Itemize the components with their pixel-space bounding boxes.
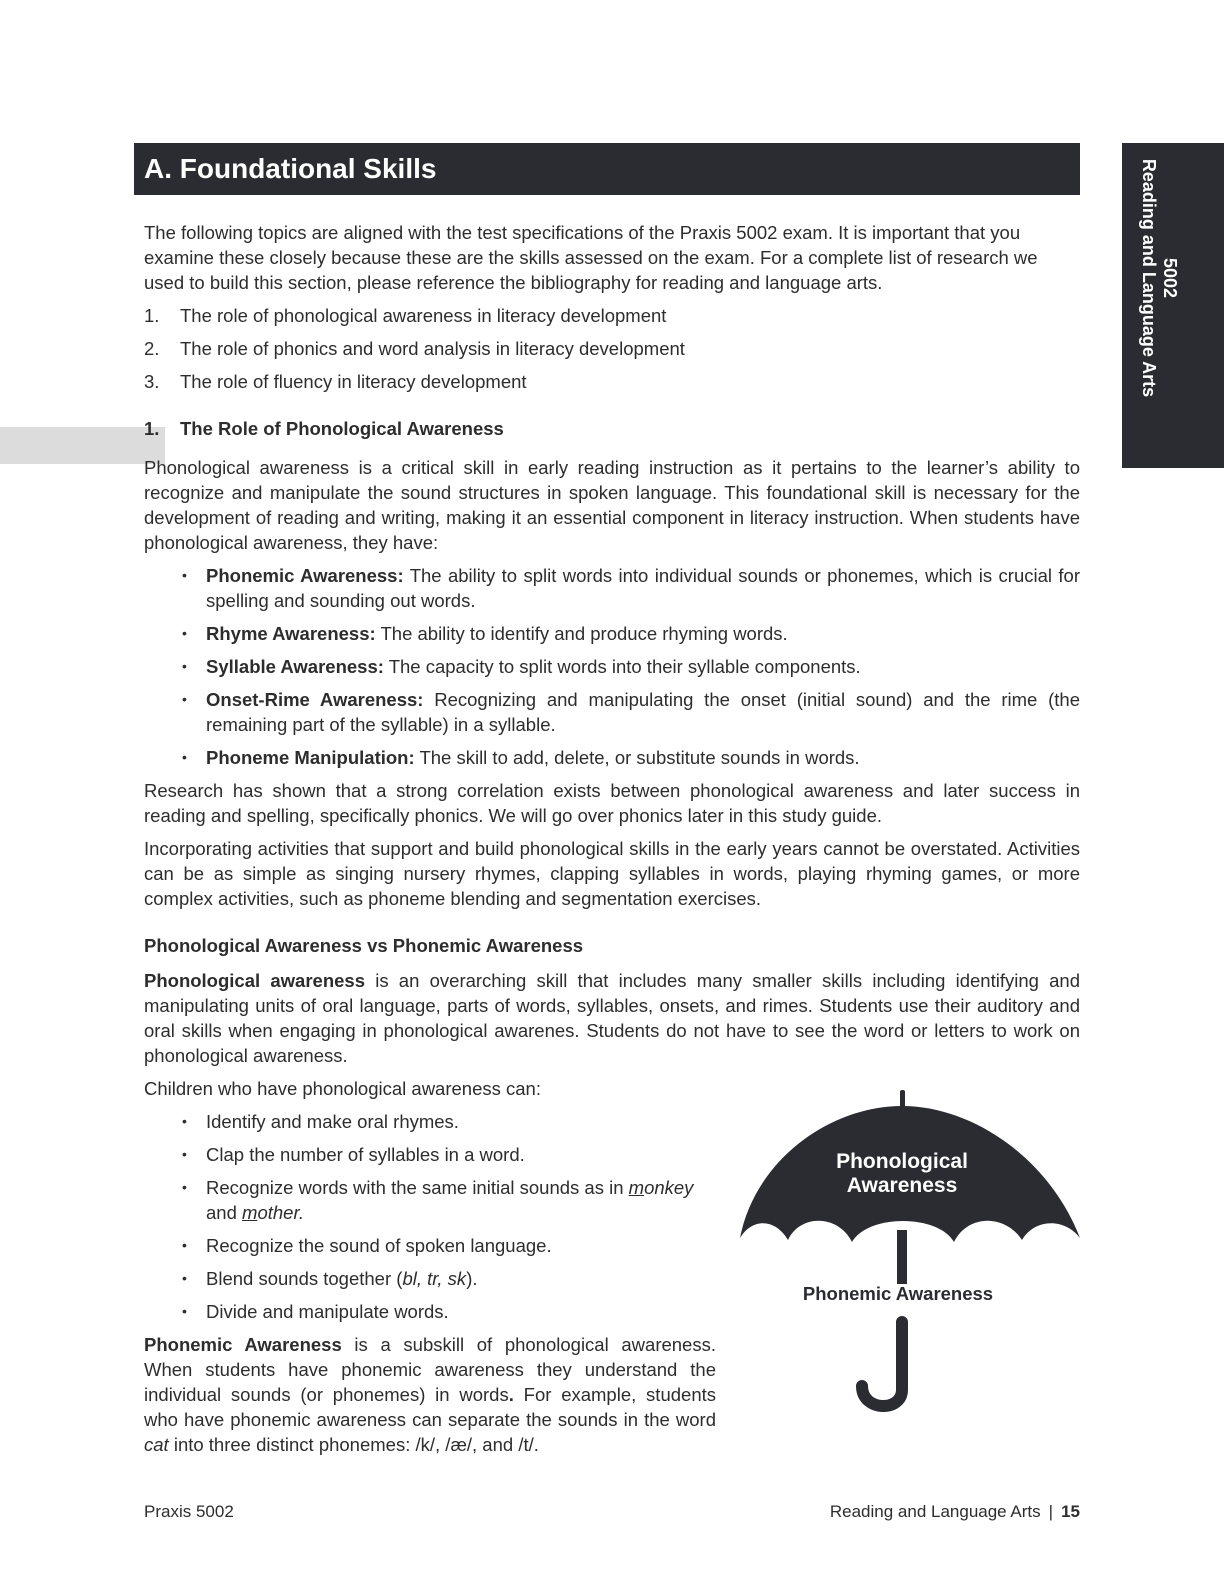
footer-left: Praxis 5002 [144, 1502, 234, 1521]
footer-section-label: Reading and Language Arts [829, 1502, 1041, 1521]
umbrella-top-label-line2: Awareness [846, 1174, 958, 1197]
list-item: • Onset-Rime Awareness: Recognizing and manipulating the onset (initial sound) and the rime (the remaining part of the syllable) in a syllable. [206, 687, 1080, 737]
intro-paragraph: The following topics are aligned with the test specifications of the Praxis 5002 exam. It is important that you examine these closely because these are the skills assessed on the exam. For a complete list of research we used to build this section, please reference the bibliography for reading and language arts. [144, 222, 1038, 293]
list-item: • Recognize words with the same initial sounds as in monkey and mother. [206, 1175, 716, 1225]
footer-right [830, 1502, 1080, 1522]
paragraph-research: Research has shown that a strong correlation exists between phonological awareness and later success in reading and spelling, specifically phonics. We will go over phonics later in this study guide. [144, 780, 1080, 826]
list-item: • Identify and make oral rhymes. [206, 1109, 716, 1134]
topic-item: 3. The role of fluency in literacy development [144, 371, 527, 392]
list-item: • Phonemic Awareness: The ability to split words into individual sounds or phonemes, which is crucial for spelling and sounding out words. [206, 563, 1080, 613]
list-item: • Phoneme Manipulation: The skill to add, delete, or substitute sounds in words. [206, 745, 1080, 770]
paragraph-phonemic-definition: Phonemic Awareness is a subskill of phonological awareness. When students have phonemic awareness they understand the individual sounds (or phonemes) in words. For example, students who have phonemic awareness can separate the sounds in the word cat into three distinct phonemes: /k/, /æ/, and /t/. [144, 1334, 716, 1455]
paragraph-children-intro: Children who have phonological awareness can: [144, 1078, 541, 1099]
paragraph-phonological-definition: Phonological awareness is an overarching skill that includes many smaller skills including identifying and manipulating units of oral language, parts of words, syllables, onsets, and rimes. Students use their auditory and oral skills when engaging in phonological awarenes. Students do not have to see the word or letters to work on phonological awareness. [144, 970, 1081, 1066]
umbrella-top-label-line1: Phonological [836, 1150, 968, 1173]
list-item: • Clap the number of syllables in a word. [206, 1142, 716, 1167]
footer-separator: | [1048, 1502, 1054, 1521]
list-item: • Divide and manipulate words. [206, 1299, 716, 1324]
topic-list [144, 303, 1080, 394]
heading-phonological-vs-phonemic: Phonological Awareness vs Phonemic Awareness [144, 935, 584, 956]
subsection-title: The Role of Phonological Awareness [180, 418, 504, 439]
list-item: • Syllable Awareness: The capacity to split words into their syllable components. [206, 654, 1080, 679]
subsection-number: 1. [144, 418, 160, 439]
abilities-list [144, 1109, 716, 1324]
side-tab-name: Reading and Language Arts [1139, 158, 1159, 398]
side-tab [1122, 143, 1224, 468]
list-item: • Recognize the sound of spoken language. [206, 1233, 716, 1258]
topic-item: 1. The role of phonological awareness in literacy development [144, 305, 667, 326]
paragraph-activities: Incorporating activities that support and build phonological skills in the early years cannot be overstated. Activities can be as simple as singing nursery rhymes, clapping syllables in words, playing rhyming games, or more complex activities, such as phoneme blending and segmentation exercises. [144, 838, 1080, 909]
side-tab-text [1138, 153, 1180, 403]
umbrella-bottom-label: Phonemic Awareness [802, 1283, 994, 1304]
list-item: • Blend sounds together (bl, tr, sk). [206, 1266, 716, 1291]
list-item: • Rhyme Awareness: The ability to identify and produce rhyming words. [206, 621, 1080, 646]
page-number: 15 [1061, 1502, 1080, 1521]
side-tab-code: 5002 [1160, 257, 1180, 299]
umbrella-diagram [740, 1090, 1080, 1420]
skills-list [144, 563, 1080, 770]
paragraph-phonological-intro: Phonological awareness is a critical skill in early reading instruction as it pertains to the learner’s ability to recognize and manipulate the sound structures in spoken language. This foundational skill is necessary for the development of reading and writing, making it an essential component in literacy instruction. When students have phonological awareness, they have: [144, 457, 1080, 553]
section-title: A. Foundational Skills [144, 153, 437, 184]
umbrella-icon [740, 1090, 1080, 1406]
topic-item: 2. The role of phonics and word analysis in literacy development [144, 338, 685, 359]
subheading-band [0, 427, 165, 464]
subsection-heading [144, 416, 1080, 441]
section-header-bar [134, 143, 1080, 195]
